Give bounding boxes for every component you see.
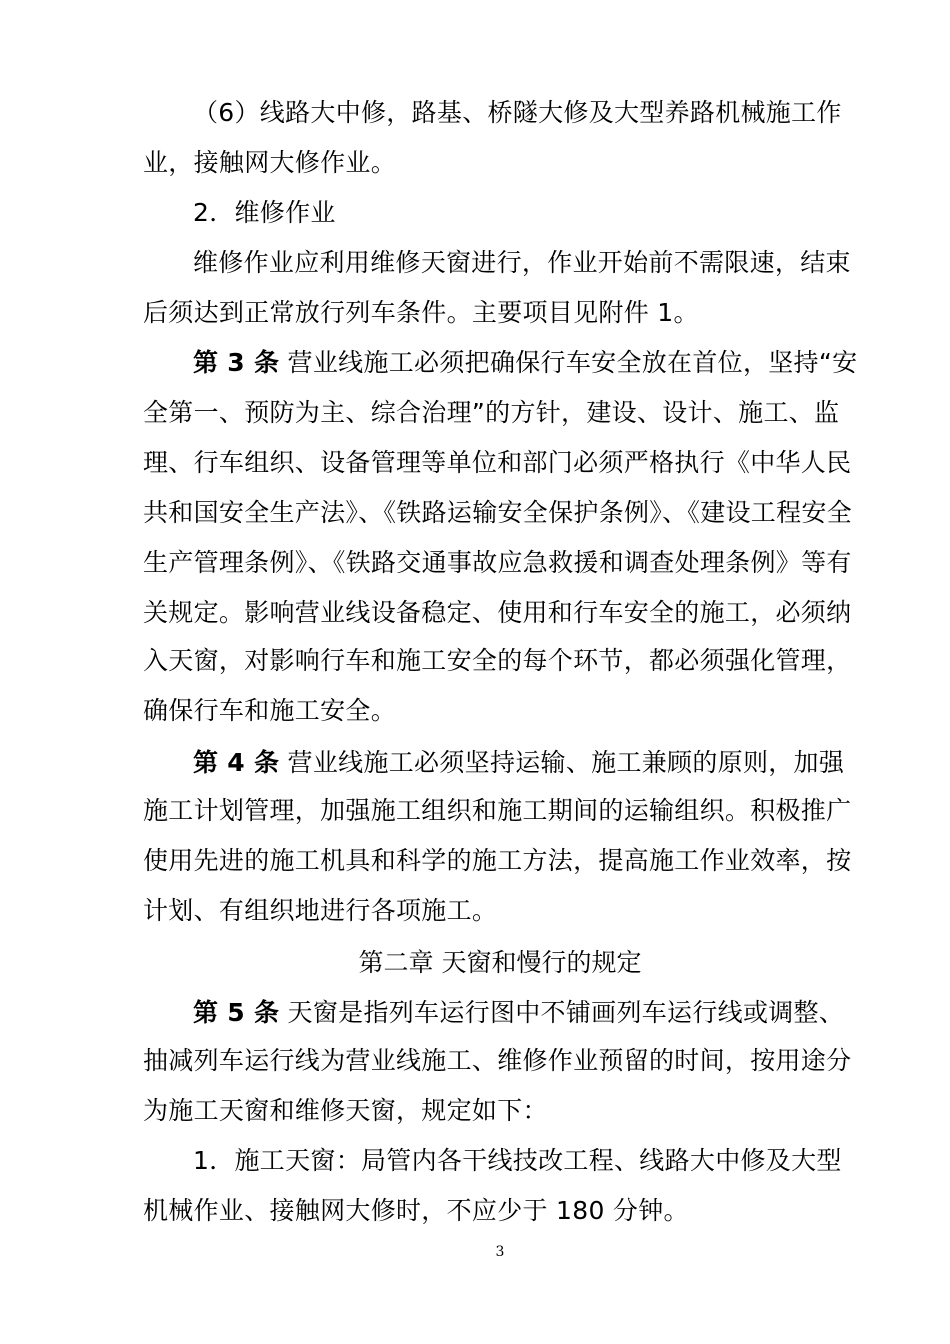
text-line: 业，接触网大修作业。 [143, 148, 397, 177]
text-line: 确保行车和施工安全。 [143, 696, 397, 725]
text-line: 共和国安全生产法》、《铁路运输安全保护条例》、《建设工程安全 [143, 498, 853, 527]
text-line: 2．维修作业 [193, 198, 336, 227]
article-3-label: 第 3 条 [193, 348, 280, 377]
chapter-heading: 第二章 天窗和慢行的规定 [358, 948, 642, 977]
text-line: 生产管理条例》、《铁路交通事故应急救援和调查处理条例》等有 [143, 548, 852, 577]
text-line: 施工计划管理，加强施工组织和施工期间的运输组织。积极推广 [143, 796, 852, 825]
text-line: 入天窗，对影响行车和施工安全的每个环节，都必须强化管理， [143, 646, 852, 675]
article-5-text: 天窗是指列车运行图中不铺画列车运行线或调整、 [279, 998, 845, 1027]
text-line: 抽减列车运行线为营业线施工、维修作业预留的时间，按用途分 [143, 1046, 852, 1075]
text-line: 后须达到正常放行列车条件。主要项目见附件 1。 [143, 298, 699, 327]
text-line: 全第一、预防为主、综合治理”的方针，建设、设计、施工、监 [143, 398, 840, 427]
article-4-label: 第 4 条 [193, 748, 280, 777]
text-line: 使用先进的施工机具和科学的施工方法，提高施工作业效率，按 [143, 846, 852, 875]
text-line: （6）线路大中修，路基、桥隧大修及大型养路机械施工作 [193, 98, 842, 127]
article-4-text: 营业线施工必须坚持运输、施工兼顾的原则，加强 [279, 748, 845, 777]
text-line: 计划、有组织地进行各项施工。 [143, 896, 498, 925]
article-5-first-line [193, 988, 844, 1038]
article-5-label: 第 5 条 [193, 998, 280, 1027]
article-4-first-line [193, 738, 844, 788]
text-line: 理、行车组织、设备管理等单位和部门必须严格执行《中华人民 [143, 448, 852, 477]
text-line: 机械作业、接触网大修时，不应少于 180 分钟。 [143, 1196, 689, 1225]
text-line: 关规定。影响营业线设备稳定、使用和行车安全的施工，必须纳 [143, 598, 852, 627]
article-3-first-line [193, 338, 857, 388]
text-line: 为施工天窗和维修天窗，规定如下： [143, 1096, 548, 1125]
page-number: 3 [495, 1244, 505, 1260]
text-line: 1．施工天窗：局管内各干线技改工程、线路大中修及大型 [193, 1146, 842, 1175]
article-3-text: 营业线施工必须把确保行车安全放在首位，坚持“安 [279, 348, 858, 377]
text-line: 维修作业应利用维修天窗进行，作业开始前不需限速，结束 [193, 248, 851, 277]
